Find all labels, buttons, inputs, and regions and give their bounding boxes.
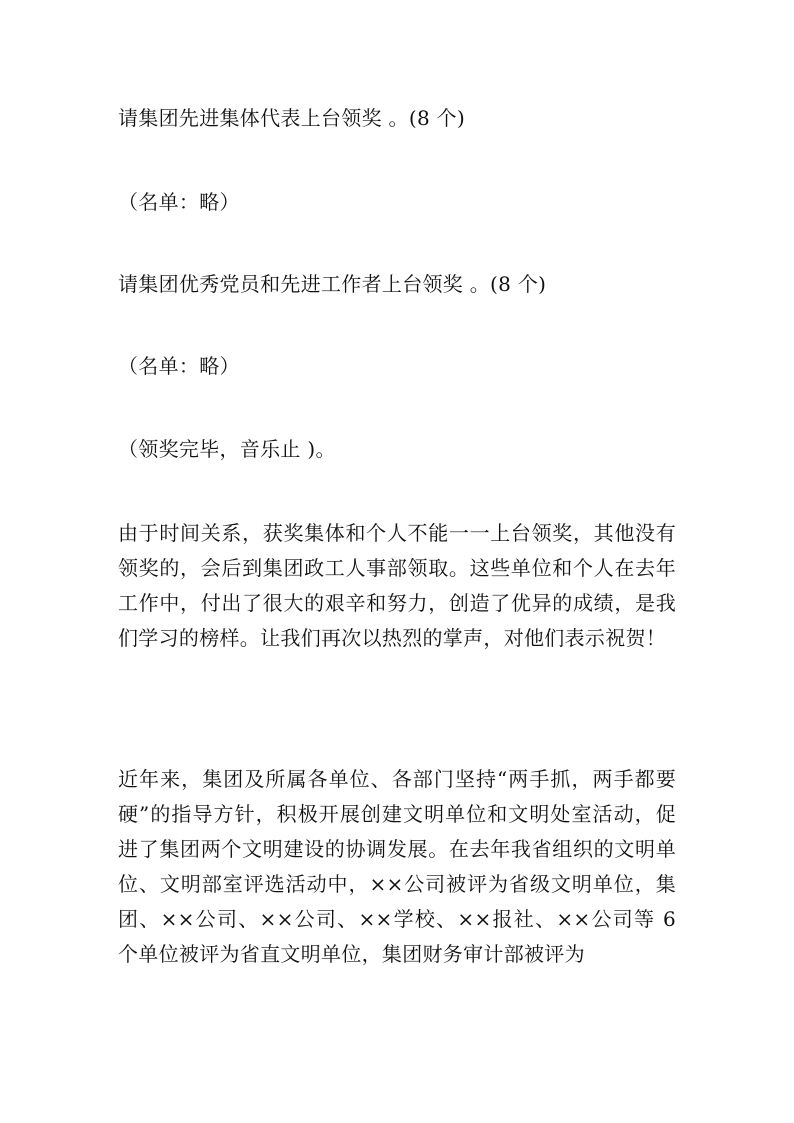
stage-direction: （领奖完毕，音乐止 )。 — [118, 437, 336, 461]
award-call-individuals: 请集团优秀党员和先进工作者上台领奖 。(8 个) — [118, 272, 547, 296]
paragraph-congratulations: 由于时间关系，获奖集体和个人不能一一上台领奖，其他没有领奖的，会后到集团政工人事部领取。这些单位和个人在去年工作中，付出了很大的艰辛和努力，创造了优异的成绩，是我们学习的榜样。让我们再次以热烈的掌声，对他们表示祝贺！ — [118, 521, 676, 650]
award-call-collective: 请集团先进集体代表上台领奖 。(8 个) — [118, 106, 466, 130]
document-page — [118, 0, 680, 1123]
paragraph-civilization-achievements: 近年来，集团及所属各单位、各部门坚持“两手抓，两手都要硬”的指导方针，积极开展创建文明单位和文明处室活动，促进了集团两个文明建设的协调发展。在去年我省组织的文明单位、文明部室评选活动中，××公司被评为省级文明单位，集团、××公司、××公司、××学校、××报社、××公司等 6 个单位被评为省直文明单位，集团财务审计部被评为 — [118, 767, 676, 966]
list-omitted-note-1: （名单：略） — [118, 190, 240, 214]
list-omitted-note-2: （名单：略） — [118, 354, 240, 378]
